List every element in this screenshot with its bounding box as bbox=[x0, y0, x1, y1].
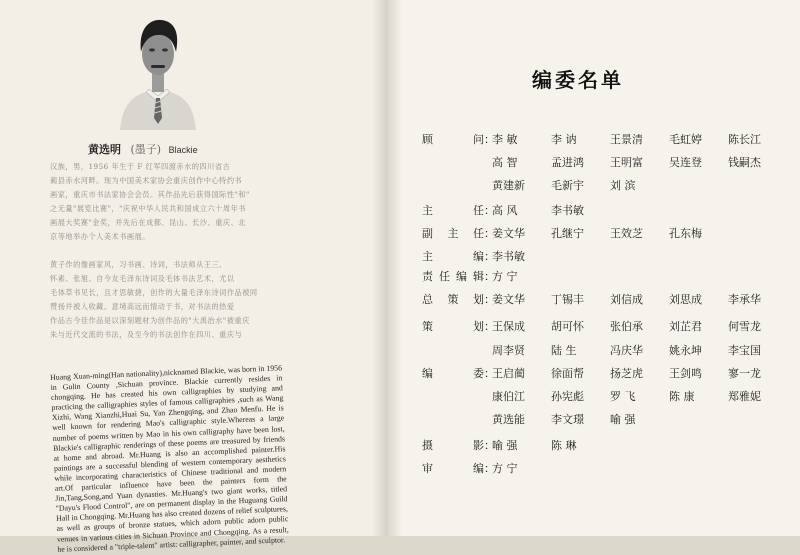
role-colon: ： bbox=[484, 367, 495, 380]
bio-chinese-line: 画家，重庆市书法家协会会员。其作品先后获得国际性"和" bbox=[50, 190, 250, 199]
bio-chinese-line: 怀素、张旭、自今友毛泽东诗词及毛体书法艺术，尤以 bbox=[50, 274, 235, 283]
role-colon: ： bbox=[484, 270, 495, 283]
member-names bbox=[492, 291, 787, 307]
author-name: 黄选明 bbox=[88, 143, 121, 156]
member-name: 李书敏 bbox=[492, 250, 525, 263]
member-name: 毛虹婷 bbox=[669, 133, 702, 146]
member-name: 李承华 bbox=[728, 293, 761, 306]
member-name: 李书敏 bbox=[551, 204, 584, 217]
author-name-line bbox=[88, 141, 198, 157]
member-names bbox=[492, 388, 787, 404]
member-name: 陈 琳 bbox=[551, 439, 577, 452]
role-colon: ： bbox=[484, 133, 495, 146]
member-name: 刘芷君 bbox=[669, 320, 702, 333]
member-name: 钱嗣杰 bbox=[728, 156, 761, 169]
role-label: 编 委 bbox=[422, 367, 484, 380]
member-name: 冯庆华 bbox=[610, 344, 643, 357]
bio-chinese-line: 朱与近代交流的书法，及至今的书法创作在四川、重庆与 bbox=[50, 330, 243, 339]
member-name: 毛新宇 bbox=[551, 179, 584, 192]
member-name: 郑雅妮 bbox=[728, 390, 761, 403]
member-name: 张伯承 bbox=[610, 320, 643, 333]
member-name: 王保成 bbox=[492, 320, 525, 333]
member-name: 何雪龙 bbox=[728, 320, 761, 333]
bio-chinese-line: 赞扬并被人收藏。意境高远而情动于书，对书法的热爱 bbox=[50, 302, 235, 311]
member-name: 王景清 bbox=[610, 133, 643, 146]
member-names bbox=[492, 154, 787, 170]
member-names bbox=[492, 437, 610, 453]
member-name: 李宝国 bbox=[728, 344, 761, 357]
bio-chinese-line: 毛体草书见长，且才思敏捷，创作的大量毛泽东诗词作品被同 bbox=[50, 288, 258, 297]
member-name: 姜文华 bbox=[492, 227, 525, 240]
member-name: 陆 生 bbox=[551, 344, 577, 357]
member-name: 吴连登 bbox=[669, 156, 702, 169]
member-name: 王启蔺 bbox=[492, 367, 525, 380]
role-colon: ： bbox=[484, 462, 495, 475]
member-names bbox=[492, 202, 610, 218]
member-name: 陈 康 bbox=[669, 390, 695, 403]
role-label: 摄 影 bbox=[422, 439, 484, 452]
member-name: 喻 强 bbox=[610, 413, 636, 426]
member-name: 康伯江 bbox=[492, 390, 525, 403]
member-name: 姚永坤 bbox=[669, 344, 702, 357]
member-names bbox=[492, 365, 787, 381]
member-name: 徐面帮 bbox=[551, 367, 584, 380]
role-label: 策 划 bbox=[422, 320, 484, 333]
role-colon: ： bbox=[484, 250, 495, 263]
member-names bbox=[492, 131, 787, 147]
bio-chinese-line: 画展大奖赛"金奖，并先后在成都、昆山、长沙、重庆、北 bbox=[50, 218, 246, 227]
member-name: 李 讷 bbox=[551, 133, 577, 146]
member-names bbox=[492, 460, 551, 476]
member-name: 黄建新 bbox=[492, 179, 525, 192]
role-label: 总策划 bbox=[422, 293, 484, 306]
bio-chinese-line: 京等地举办个人美术书画展。 bbox=[50, 232, 150, 241]
bio-chinese-line: 之无量"展览比赛"，"庆祝中华人民共和国成立六十周年书 bbox=[50, 204, 246, 213]
member-name: 寥一龙 bbox=[728, 367, 761, 380]
member-name: 扬芝虎 bbox=[610, 367, 643, 380]
member-name: 罗 飞 bbox=[610, 390, 636, 403]
member-name: 孟进鸿 bbox=[551, 156, 584, 169]
role-colon: ： bbox=[484, 320, 495, 333]
page-gutter bbox=[372, 0, 402, 536]
bio-chinese-line: 黄子作的像画家风，习书画、诗词，书法师从王三、 bbox=[50, 260, 227, 269]
member-name: 孔东梅 bbox=[669, 227, 702, 240]
member-name: 方 宁 bbox=[492, 270, 518, 283]
role-colon: ： bbox=[484, 204, 495, 217]
role-label: 主 任 bbox=[422, 204, 484, 217]
bio-chinese-line: 作品古今佳作品是以深刻题材为创作品的"大禹治水"被重庆 bbox=[50, 316, 250, 325]
author-alias: (墨子) bbox=[130, 143, 162, 156]
role-label: 副主任 bbox=[422, 227, 484, 240]
member-names bbox=[492, 342, 787, 358]
member-name: 李文璟 bbox=[551, 413, 584, 426]
member-names bbox=[492, 268, 551, 284]
page-title: 编委名单 bbox=[532, 68, 624, 92]
author-english-name: Blackie bbox=[168, 145, 198, 155]
bio-chinese-line: 汉族，男，1956 年生于 F 红军四渡赤水的四川省古 bbox=[50, 162, 231, 171]
role-colon: ： bbox=[484, 227, 495, 240]
member-name: 丁锡丰 bbox=[551, 293, 584, 306]
member-name: 陈长江 bbox=[728, 133, 761, 146]
role-colon: ： bbox=[484, 439, 495, 452]
member-name: 王明富 bbox=[610, 156, 643, 169]
member-name: 刘信成 bbox=[610, 293, 643, 306]
author-portrait bbox=[118, 10, 198, 130]
bio-english: Huang Xuan-ming(Han nationality),nicknamed Blackie, was born in 1956 in Gulin County ,Sichuan province. Blackie currently resides in chongqing. He has created his own calligraphies by studying and practicing the calligraphies styles of famous calligraphies ,such as Wang Xizhi, Wang Xianzhi,Huai Su, Yan Zhengqing, and Zhao Menfu. He is well known for rendering Mao's calligraphic style.Whereas a large number of poems written by Mao in his own calligraphy have been lost, Blackie's calligraphic renderings of these poems are treasured by friends at home and abroad. Mr.Huang is also an accomplished painter.His paintings are a successful blending of western contemporary aesthetics while incorporating characteristics of Chinese traditional and modern art.Of particular influence have been the painters form the Jin,Tang,Song,and Yuan dynasties. Mr.Huang's two giant works, titled "Dayu's Flood Control", are on permanent display in the Huguang Guild Hall in Chongqing. Mr.Huang has also created dozens of relief sculptures, as well as groups of bronze statues, which adorn public adorn public venues in various cities in Sichuan Province and Chongqing. As a result, he is considered a "triple-talent" artist: calligrapher, painter, and sculptor. bbox=[50, 363, 289, 554]
member-name: 黄选能 bbox=[492, 413, 525, 426]
member-names bbox=[492, 177, 669, 193]
member-name: 王剑鸣 bbox=[669, 367, 702, 380]
member-name: 刘 滨 bbox=[610, 179, 636, 192]
member-name: 胡可怀 bbox=[551, 320, 584, 333]
left-page bbox=[0, 0, 388, 554]
member-name: 孙宪彪 bbox=[551, 390, 584, 403]
role-label: 审 编 bbox=[422, 462, 484, 475]
member-name: 姜文华 bbox=[492, 293, 525, 306]
member-names bbox=[492, 248, 551, 264]
member-names bbox=[492, 411, 669, 427]
member-names bbox=[492, 225, 728, 241]
right-page bbox=[388, 0, 800, 536]
role-colon: ： bbox=[484, 293, 495, 306]
member-name: 王效芝 bbox=[610, 227, 643, 240]
member-name: 高 风 bbox=[492, 204, 518, 217]
role-label: 责任编辑 bbox=[422, 270, 484, 283]
role-label: 主 编 bbox=[422, 250, 484, 263]
member-name: 周李贤 bbox=[492, 344, 525, 357]
member-name: 高 智 bbox=[492, 156, 518, 169]
member-name: 喻 强 bbox=[492, 439, 518, 452]
member-name: 刘思成 bbox=[669, 293, 702, 306]
member-name: 李 敏 bbox=[492, 133, 518, 146]
member-name: 方 宁 bbox=[492, 462, 518, 475]
role-label: 顾 问 bbox=[422, 133, 484, 146]
bio-chinese-line: 蔺县赤水河畔。现为中国美术家协会重庆创作中心特约书 bbox=[50, 176, 243, 185]
member-names bbox=[492, 318, 787, 334]
member-name: 孔继宁 bbox=[551, 227, 584, 240]
